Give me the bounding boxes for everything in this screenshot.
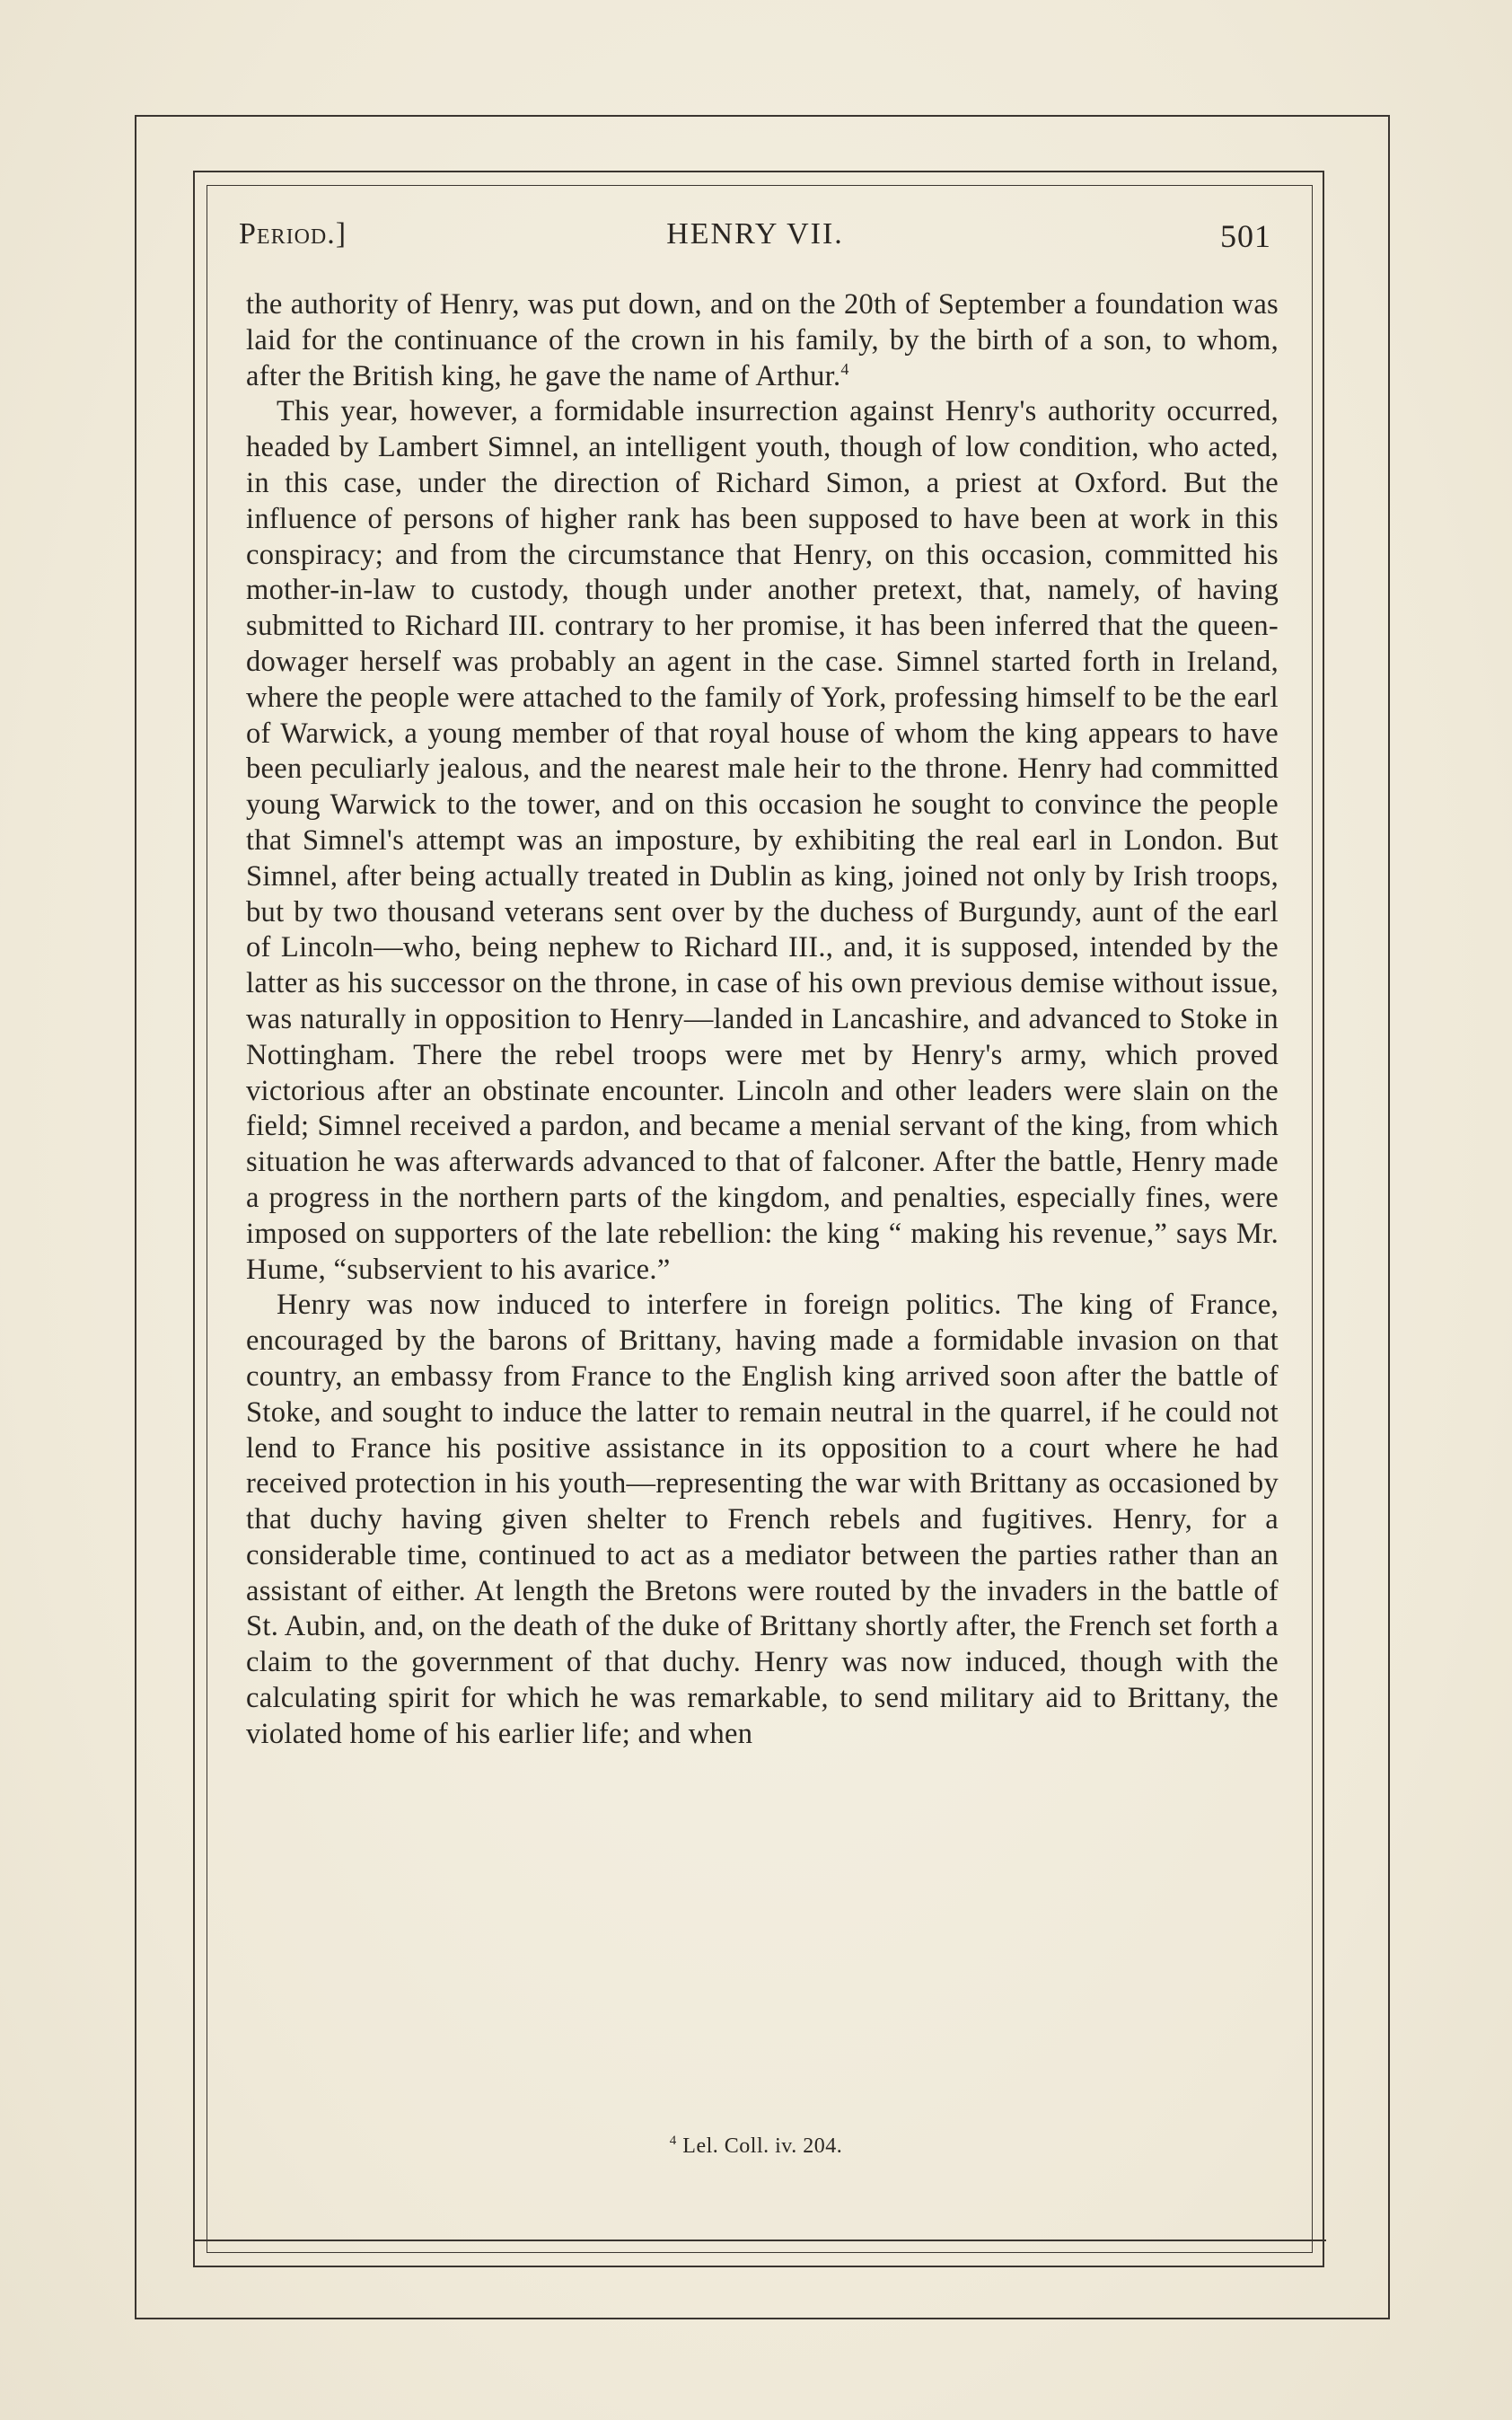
- paragraph-3: Henry was now induced to interfere in foreign politics. The king of France, encouraged by the barons of Brittany, having made a formidable invasion on that country, an embassy from France to the English king arrived soon after the battle of Stoke, and sought to induce the latter to remain neutral in the quarrel, if he could not lend to France his positive assistance in its opposition to a court where he had received protection in his youth—representing the war with Brittany as occasioned by that duchy having given shelter to French rebels and fugitives. Henry, for a considerable time, continued to act as a mediator between the parties rather than an assistant of either. At length the Bretons were routed by the invaders in the battle of St. Aubin, and, on the death of the duke of Brittany shortly after, the French set forth a claim to the government of that duchy. Henry was now induced, though with the calculating spirit for which he was remarkable, to send military aid to Brittany, the violated home of his earlier life; and when: [246, 1289, 1279, 1750]
- footnote-text: Lel. Coll. iv. 204.: [682, 2134, 843, 2158]
- page-number: 501: [1220, 218, 1271, 254]
- footnote: [0, 2134, 1512, 2159]
- paragraph-1: [246, 287, 1279, 394]
- footnote-marker: 4: [669, 2134, 677, 2148]
- bottom-rule: [193, 2240, 1326, 2241]
- header-period: Period.]: [239, 217, 347, 251]
- paragraph-2: This year, however, a formidable insurrection against Henry's authority occurred, headed by Lambert Simnel, an intelligent youth, though of low condition, who acted, in this case, under the direction of Richard Simon, a priest at Oxford. But the influence of persons of higher rank has been supposed to have been at work in this conspiracy; and from the circumstance that Henry, on this occasion, committed his mother-in-law to custody, though under another pretext, that, namely, of having submitted to Richard III. contrary to her promise, it has been inferred that the queen-dowager herself was probably an agent in the case. Simnel started forth in Ireland, where the people were attached to the family of York, professing himself to be the earl of Warwick, a young member of that royal house of whom the king appears to have been peculiarly jealous, and the nearest male heir to the throne. Henry had committed young Warwick to the tower, and on this occasion he sought to convince the people that Simnel's attempt was an imposture, by exhibiting the real earl in London. But Simnel, after being actually treated in Dublin as king, joined not only by Irish troops, but by two thousand veterans sent over by the duchess of Burgundy, aunt of the earl of Lincoln—who, being nephew to Richard III., and, it is supposed, intended by the latter as his successor on the throne, in case of his own previous demise without issue, was naturally in opposition to Henry—landed in Lancashire, and advanced to Stoke in Nottingham. There the rebel troops were met by Henry's army, which proved victorious after an obstinate encounter. Lincoln and other leaders were slain on the field; Simnel received a pardon, and became a menial servant of the king, from which situation he was afterwards advanced to that of falconer. After the battle, Henry made a progress in the northern parts of the kingdom, and penalties, especially fines, were imposed on supporters of the late rebellion: the king “ making his revenue,” says Mr. Hume, “subservient to his avarice.”: [246, 395, 1279, 1286]
- paragraph-1-text: the authority of Henry, was put down, and on the 20th of September a foundation was laid for the continuance of the crown in his family, by the birth of a son, to whom, after the British king, he gave the name of Arthur.: [246, 288, 1279, 392]
- running-header: [239, 217, 1271, 262]
- footnote-reference[interactable]: 4: [840, 359, 849, 378]
- header-title: HENRY VII.: [666, 217, 844, 251]
- body-text: [246, 287, 1279, 1753]
